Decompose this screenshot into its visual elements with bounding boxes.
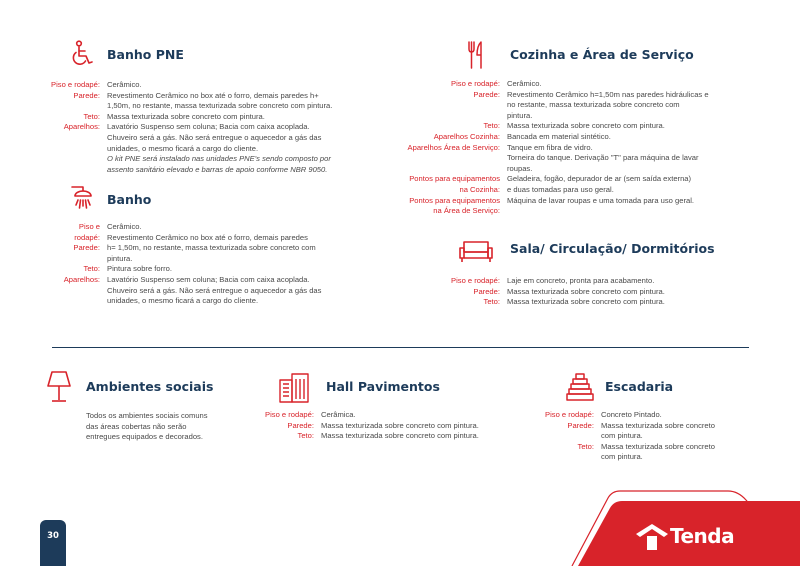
- spec-row: [380, 297, 770, 308]
- spec-value: Revestimento Cerâmico h=1,50m nas paredes hidráulicas e no restante, massa texturizada sobre concreto com pintura.: [507, 89, 709, 120]
- spec-value: Lavatório Suspenso sem coluna; Bacia com caixa acoplada. Chuveiro será a gás. Não será entregue o aquecedor a gás das unidades, o mesmo ficará a cargo do cliente.: [107, 274, 322, 306]
- spec-row: [30, 243, 410, 264]
- spec-label: Pontos para equipamentos na Área de Serviço:: [409, 195, 500, 216]
- spec-value: Massa texturizada sobre concreto com pintura.: [107, 111, 265, 121]
- shower-icon: [70, 185, 96, 213]
- spec-row: [248, 410, 538, 421]
- section-title-hall: Hall Pavimentos: [326, 379, 440, 394]
- spec-value: Lavatório Suspenso sem coluna; Bacia com caixa acoplada. Chuveiro será a gás. Não será entregue o aquecedor a gás das unidades, o mesmo ficará a cargo do cliente.: [107, 122, 322, 153]
- spec-sala: [380, 276, 770, 308]
- spec-row: [380, 174, 770, 195]
- spec-label: Teto:: [297, 431, 314, 441]
- wheelchair-icon: [70, 40, 96, 68]
- spec-label: Pontos para equipamentos na Cozinha:: [409, 174, 500, 194]
- spec-note-row: [30, 154, 410, 175]
- spec-value: Concreto Pintado.: [601, 410, 662, 419]
- spec-label: Aparelhos Cozinha:: [433, 131, 500, 141]
- spec-label: Piso e rodapé:: [74, 222, 100, 242]
- spec-label: Piso e rodapé:: [545, 410, 594, 419]
- spec-label: Aparelhos:: [63, 122, 100, 132]
- stairs-icon: [566, 372, 594, 402]
- spec-row: [248, 431, 538, 442]
- spec-label: Parede:: [73, 243, 100, 253]
- spec-label: Teto:: [577, 441, 594, 451]
- cutlery-icon: [466, 40, 486, 70]
- spec-value: Massa texturizada sobre concreto com pintura.: [507, 297, 665, 307]
- spec-banho: [30, 222, 410, 307]
- spec-row: [30, 275, 410, 307]
- spec-label: Parede:: [567, 420, 594, 430]
- spec-value: Massa texturizada sobre concreto com pintura.: [601, 441, 715, 462]
- section-title-escadaria: Escadaria: [605, 379, 674, 394]
- spec-row: [248, 421, 538, 432]
- spec-value: Massa texturizada sobre concreto com pintura.: [321, 420, 479, 430]
- spec-row: [30, 91, 410, 112]
- spec-row: [380, 196, 770, 217]
- spec-value: Revestimento Cerâmico no box até o forro, demais paredes h+ 1,50m, no restante, massa texturizada sobre concreto com pintura.: [107, 90, 333, 111]
- spec-label: Parede:: [473, 89, 500, 99]
- spec-label: Parede:: [73, 90, 100, 100]
- spec-label: Teto:: [483, 121, 500, 131]
- spec-label: Parede:: [287, 420, 314, 430]
- spec-row: [380, 276, 770, 287]
- spec-label: Piso e rodapé:: [51, 80, 100, 89]
- spec-row: [30, 122, 410, 154]
- spec-cozinha: [380, 79, 770, 217]
- spec-value: Geladeira, fogão, depurador de ar (sem saída externa) e duas tomadas para uso geral.: [507, 174, 692, 194]
- spec-label: Parede:: [473, 286, 500, 296]
- brand-banner: [550, 480, 800, 566]
- spec-value: Cerâmico. Revestimento Cerâmico no box até o forro, demais paredes: [107, 222, 308, 242]
- brand-banner-shape: [550, 480, 800, 566]
- spec-hall: [248, 410, 538, 442]
- spec-value: Cerâmico.: [507, 79, 542, 88]
- spec-row: [30, 222, 410, 243]
- spec-row: [528, 410, 758, 421]
- spec-banho-pne: [30, 80, 410, 175]
- spec-escadaria: [528, 410, 758, 463]
- spec-row: [380, 143, 770, 175]
- spec-row: [380, 287, 770, 298]
- spec-value: Pintura sobre forro.: [107, 264, 172, 274]
- spec-value: Massa texturizada sobre concreto com pintura.: [507, 121, 665, 131]
- section-title-ambientes: Ambientes sociais: [86, 379, 214, 394]
- spec-label: Aparelhos:: [63, 274, 100, 284]
- spec-value: h= 1,50m, no restante, massa texturizada sobre concreto com pintura.: [107, 243, 316, 263]
- spec-value: Bancada em material sintético.: [507, 131, 611, 141]
- spec-label: Teto:: [483, 297, 500, 307]
- spec-row: [380, 121, 770, 132]
- spec-value: Cerâmica.: [321, 410, 356, 419]
- sofa-icon: [458, 240, 494, 264]
- spec-label: Piso e rodapé:: [265, 410, 314, 419]
- spec-row: [528, 421, 758, 442]
- page-number: 30: [40, 520, 66, 566]
- house-logo-icon: [634, 522, 670, 552]
- spec-label: Teto:: [83, 264, 100, 274]
- spec-row: [30, 264, 410, 275]
- section-title-banho-pne: Banho PNE: [107, 47, 184, 62]
- lamp-icon: [46, 370, 72, 404]
- spec-row: [30, 80, 410, 91]
- section-title-banho: Banho: [107, 192, 152, 207]
- building-icon: [278, 372, 312, 404]
- ambientes-text: Todos os ambientes sociais comuns das áreas cobertas não serão entregues equipados e decorados.: [86, 411, 208, 442]
- brand-logo-text: Tenda: [670, 524, 735, 548]
- spec-value: Massa texturizada sobre concreto com pintura.: [601, 420, 715, 441]
- section-divider: [52, 347, 749, 348]
- spec-row: [528, 442, 758, 463]
- spec-note: O kit PNE será instalado nas unidades PNE's sendo composto por assento sanitário elevado e barras de apoio conforme NBR 9050.: [107, 154, 331, 174]
- spec-label: Piso e rodapé:: [451, 276, 500, 285]
- spec-label: Piso e rodapé:: [451, 79, 500, 88]
- spec-label: Aparelhos Área de Serviço:: [407, 142, 500, 152]
- spec-value: Cerâmico.: [107, 80, 142, 89]
- spec-value: Máquina de lavar roupas e uma tomada para uso geral.: [507, 195, 695, 205]
- spec-value: Tanque em fibra de vidro. Torneira do tanque. Derivação "T" para máquina de lavar roupas.: [507, 142, 699, 173]
- section-title-sala: Sala/ Circulação/ Dormitórios: [510, 241, 715, 256]
- spec-row: [30, 112, 410, 123]
- spec-row: [380, 79, 770, 90]
- spec-label: Teto:: [83, 111, 100, 121]
- section-title-cozinha: Cozinha e Área de Serviço: [510, 47, 694, 62]
- spec-value: Massa texturizada sobre concreto com pintura.: [321, 431, 479, 441]
- spec-row: [380, 132, 770, 143]
- spec-value: Massa texturizada sobre concreto com pintura.: [507, 286, 665, 296]
- spec-value: Laje em concreto, pronta para acabamento.: [507, 276, 655, 285]
- spec-row: [380, 90, 770, 122]
